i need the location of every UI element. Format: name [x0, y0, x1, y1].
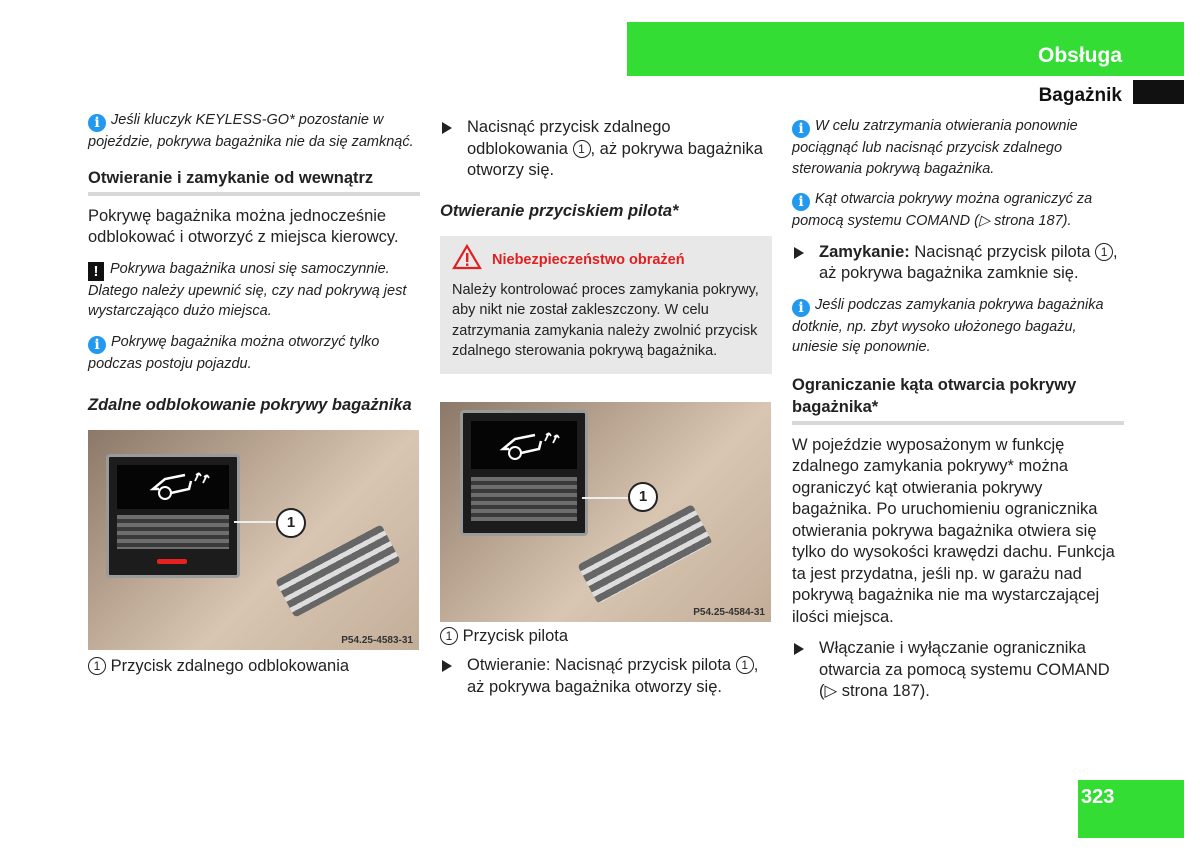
- triangle-bullet-icon: [442, 660, 452, 672]
- info-icon: i: [88, 336, 106, 354]
- door-panel-photo: [88, 430, 419, 650]
- paragraph: W pojeździe wyposażonym w funkcję zdalnego zamykania pokrywy* można ograniczyć kąt otwierania pokrywy bagażnika. Po uruchomieniu ogranicznika otwierania pokrywa bagażnika otwiera się tylko do wysokości krawędzi dachu. Funkcja ta jest przydatna, jeśli np. w garażu nad pokrywą bagażnika nie ma wystarczającej ilości miejsca.: [792, 435, 1115, 626]
- heading-remote-unlock: Zdalne odblokowanie pokrywy bagażnika: [88, 396, 412, 414]
- callout-number: 1: [88, 657, 106, 675]
- image-code: P54.25-4583-31: [341, 635, 413, 646]
- image-caption: 1 Przycisk zdalnego odblokowania: [88, 656, 420, 678]
- warning-triangle-icon: [452, 244, 482, 270]
- info-note: i Kąt otwarcia pokrywy można ograniczyć za pomocą systemu COMAND (▷ strona 187).: [792, 191, 1093, 229]
- step-item: Zamykanie: Nacisnąć przycisk pilota 1 , aż pokrywa bagażnika zamknie się.: [792, 242, 1124, 285]
- triangle-bullet-icon: [794, 247, 804, 259]
- page-number: 323: [1081, 786, 1115, 808]
- step-item: Nacisnąć przycisk zdalnego odblokowania 1 , aż pokrywa bagażnika otworzy się.: [440, 117, 772, 182]
- info-icon: i: [792, 193, 810, 211]
- door-panel-photo: [440, 402, 771, 622]
- callout-1: 1: [276, 508, 306, 538]
- window-switches: [577, 504, 712, 604]
- info-note: i Jeśli kluczyk KEYLESS-GO* pozostanie w pojeździe, pokrywa bagażnika nie da się zamknąć.: [88, 112, 414, 150]
- info-icon: i: [792, 120, 810, 138]
- window-switches: [275, 524, 401, 617]
- trunk-open-icon: [471, 421, 577, 469]
- heading-inside-open-close: Otwieranie i zamykanie od wewnątrz: [88, 167, 420, 196]
- danger-title: Niebezpieczeństwo obrażeń: [492, 251, 685, 268]
- warning-note: ! Pokrywa bagażnika unosi się samoczynnie. Dlatego należy upewnić się, czy nad pokrywą jest wystarczająco dużo miejsca.: [88, 260, 407, 319]
- image-caption: 1 Przycisk pilota: [440, 626, 772, 648]
- remote-unlock-switch: [106, 454, 240, 578]
- section-title: Obsługa: [1037, 44, 1122, 67]
- column-3: [792, 116, 1124, 713]
- info-icon: i: [792, 299, 810, 317]
- image-code: P54.25-4584-31: [693, 606, 765, 618]
- callout-number: 1: [440, 627, 458, 645]
- heading-remote-button: Otwieranie przyciskiem pilota*: [440, 201, 679, 220]
- danger-box: [440, 236, 772, 374]
- step-item: Otwieranie: Nacisnąć przycisk pilota 1 , aż pokrywa bagażnika otworzy się.: [440, 655, 772, 698]
- paragraph: Pokrywę bagażnika można jednocześnie odblokować i otworzyć z miejsca kierowcy.: [88, 206, 399, 246]
- trunk-open-icon: [117, 465, 229, 509]
- heading-limit-angle: Ograniczanie kąta otwarcia pokrywy bagażnika*: [792, 374, 1124, 425]
- subsection-title: Bagażnik: [1038, 85, 1122, 106]
- column-1: [88, 110, 420, 678]
- header-marker: [1133, 80, 1184, 104]
- danger-text: Należy kontrolować proces zamykania pokrywy, aby nikt nie został zakleszczony. W celu zatrzymania zamykania należy zwolnić przycisk zdalnego sterowania pokrywą bagażnika.: [452, 281, 759, 359]
- info-icon: i: [88, 114, 106, 132]
- remote-button-switch: [460, 410, 588, 536]
- triangle-bullet-icon: [794, 643, 804, 655]
- info-note: i W celu zatrzymania otwierania ponownie pociągnąć lub nacisnąć przycisk zdalnego sterowania pokrywą bagażnika.: [792, 118, 1078, 177]
- column-2: [440, 117, 772, 708]
- callout-1: 1: [628, 482, 658, 512]
- triangle-bullet-icon: [442, 122, 452, 134]
- exclamation-icon: !: [88, 262, 104, 281]
- step-item: Włączanie i wyłączanie ogranicznika otwarcia za pomocą systemu COMAND (▷ strona 187).: [792, 638, 1124, 703]
- info-note: i Pokrywę bagażnika można otworzyć tylko podczas postoju pojazdu.: [88, 333, 380, 372]
- info-note: i Jeśli podczas zamykania pokrywa bagażnika dotknie, np. zbyt wysoko ułożonego bagażu, uniesie się ponownie.: [792, 296, 1104, 355]
